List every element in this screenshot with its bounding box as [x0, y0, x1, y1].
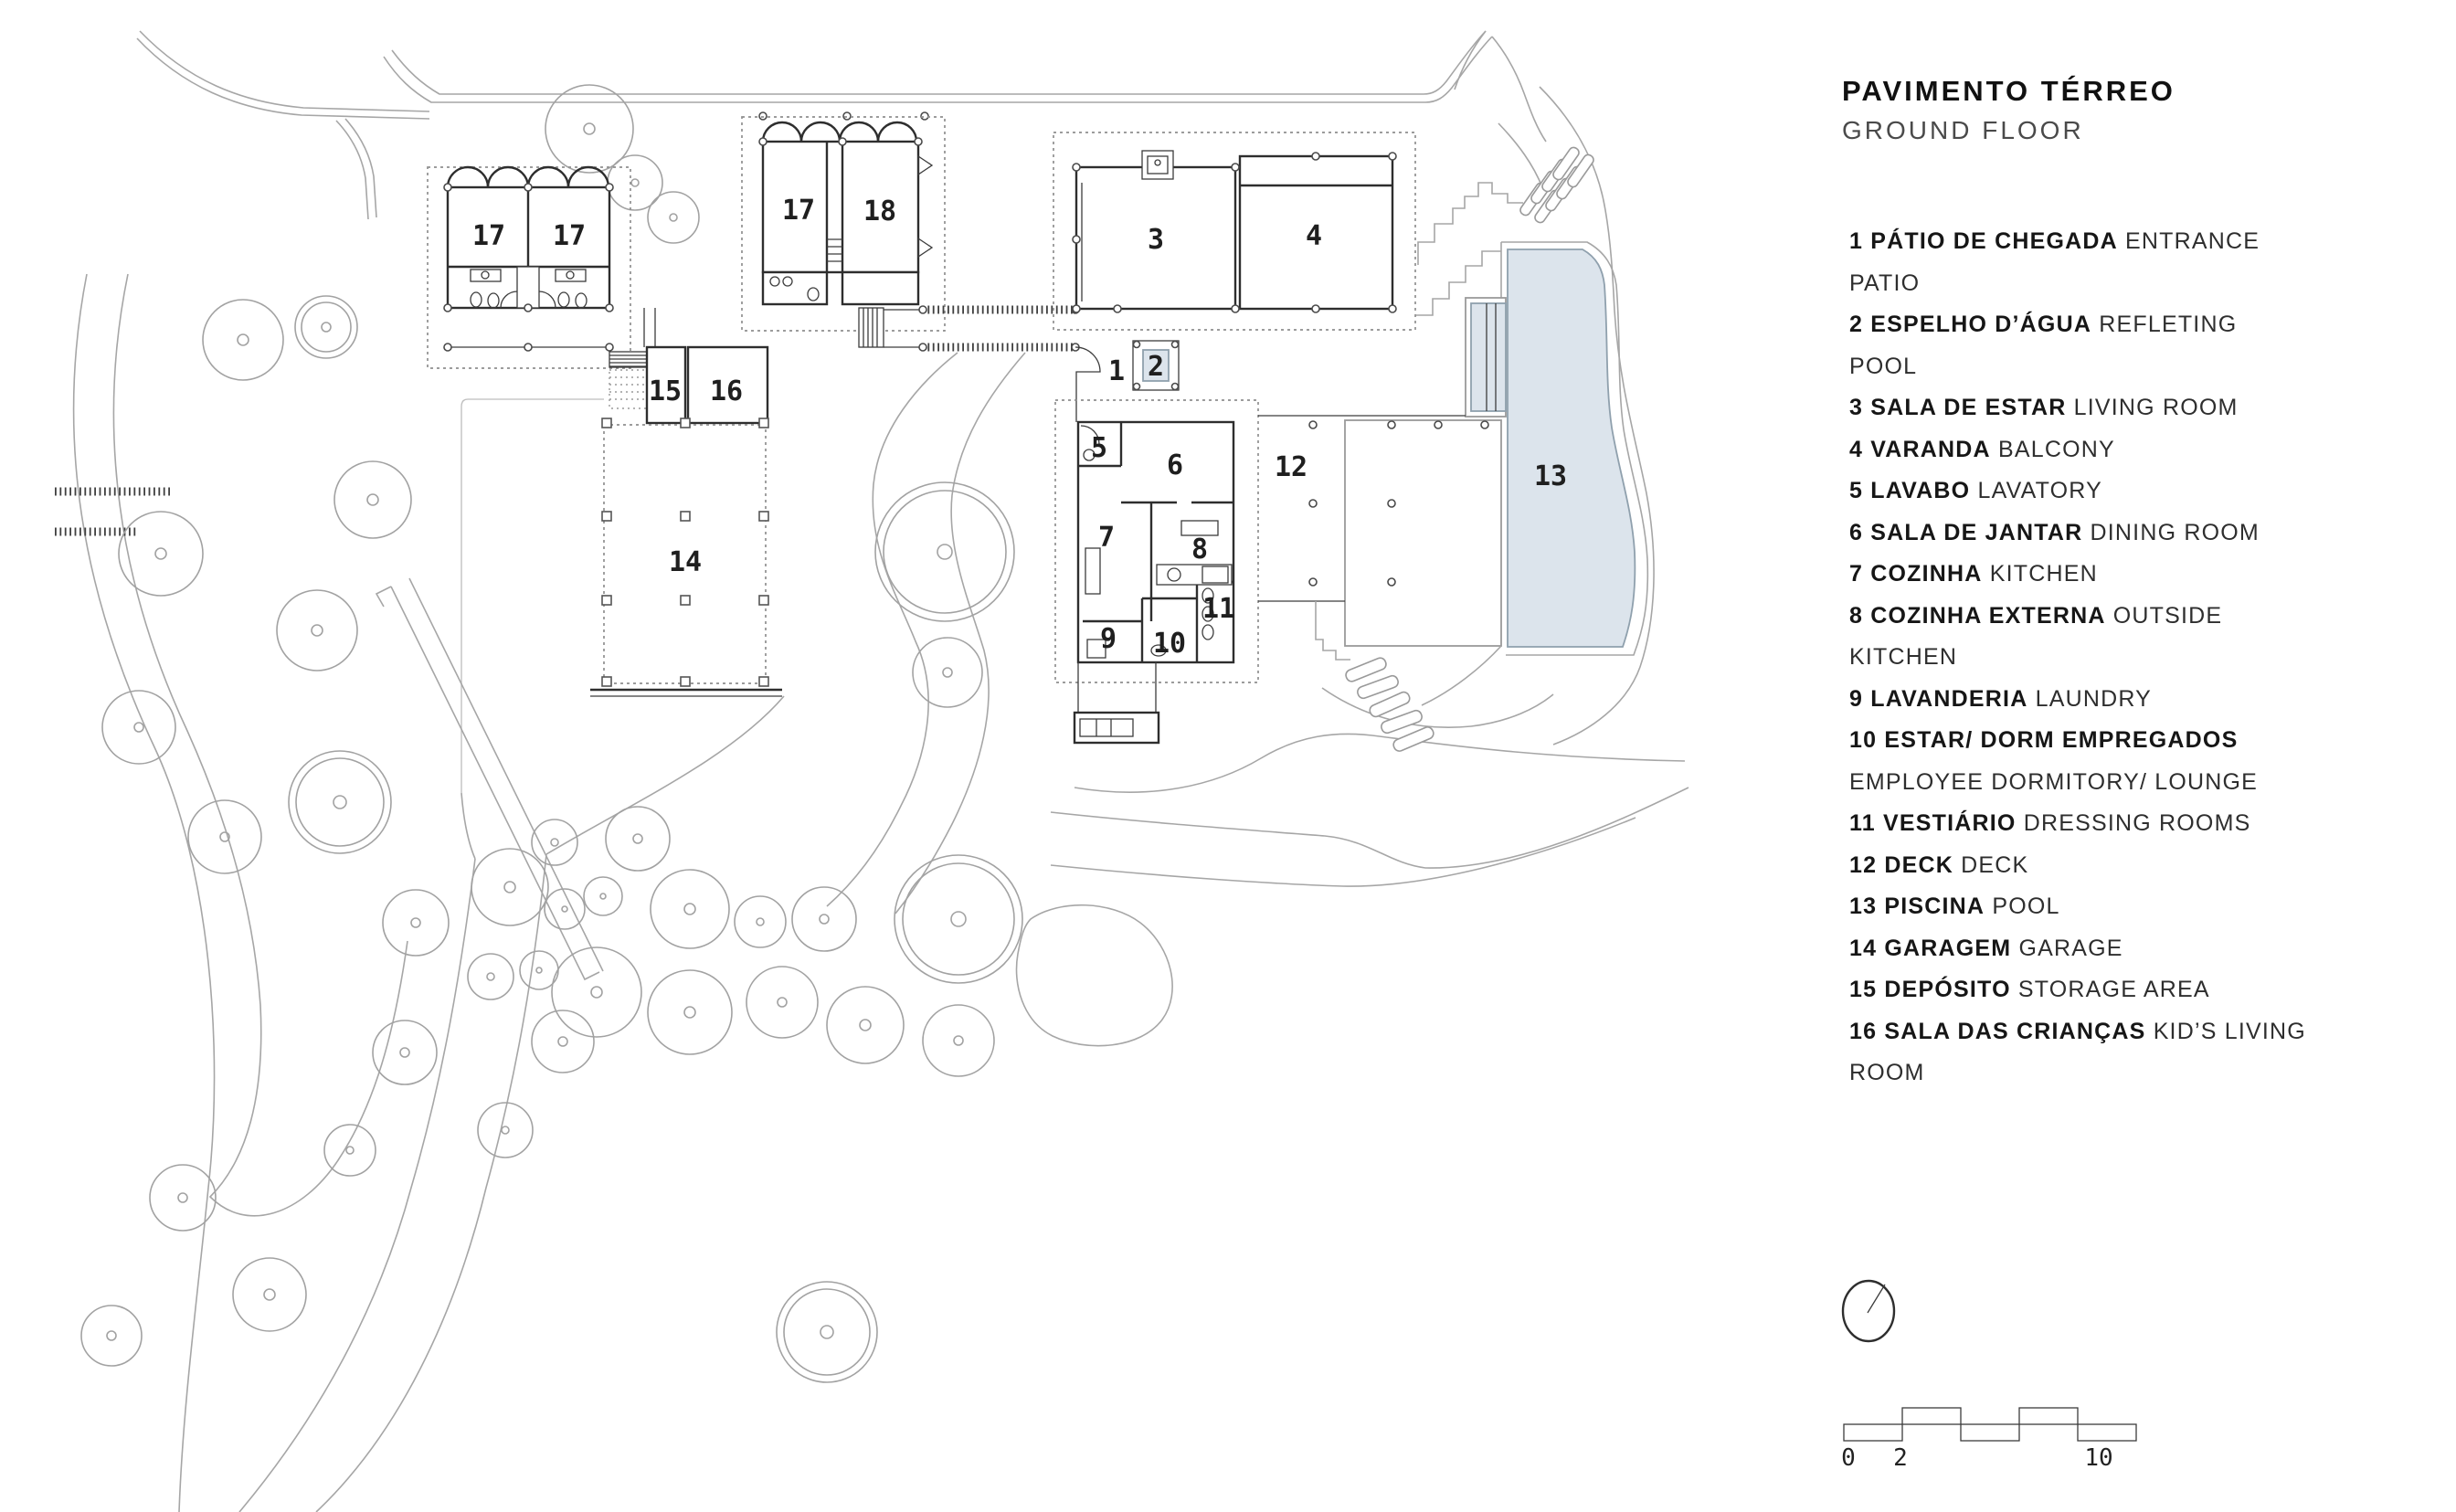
walkway	[884, 306, 1079, 351]
legend-item-3: 3 SALA DE ESTAR LIVING ROOM	[1849, 395, 2239, 420]
legend-item-6: 6 SALA DE JANTAR DINING ROOM	[1849, 519, 2260, 545]
scale-label-10: 10	[2084, 1444, 2113, 1472]
guest-rooms-mid	[742, 117, 945, 347]
room-label-13: 13	[1533, 460, 1568, 492]
main-house	[1055, 400, 1258, 743]
legend-list	[1849, 221, 2311, 1094]
legend-item-14: 14 GARAGEM GARAGE	[1849, 935, 2123, 961]
guest-rooms-west	[428, 167, 630, 368]
living-balcony-block	[1053, 132, 1415, 330]
room-label-4: 4	[1305, 220, 1323, 252]
legend-item-2: 2 ESPELHO D’ÁGUA REFLETING POOL	[1849, 312, 2238, 379]
room-label-14: 14	[668, 546, 703, 578]
legend-panel	[1842, 75, 2354, 1085]
room-label-3: 3	[1147, 224, 1165, 256]
room-label-15: 15	[648, 375, 683, 407]
legend-item-13: 13 PISCINA POOL	[1849, 893, 2060, 919]
pool-water	[1508, 249, 1635, 647]
room-label-11: 11	[1202, 593, 1236, 625]
buildings-layer	[428, 117, 1501, 743]
room-label-12: 12	[1274, 451, 1308, 483]
legend-item-15: 15 DEPÓSITO STORAGE AREA	[1849, 977, 2210, 1002]
room-label-7: 7	[1097, 522, 1116, 554]
room-label-17c: 17	[781, 195, 816, 227]
north-arrow-icon	[1843, 1281, 1894, 1341]
room-label-18: 18	[863, 196, 897, 227]
legend-item-11: 11 VESTIÁRIO DRESSING ROOMS	[1849, 810, 2251, 836]
legend-item-7: 7 COZINHA KITCHEN	[1849, 561, 2098, 587]
room-label-10: 10	[1152, 628, 1187, 660]
room-label-17b: 17	[552, 220, 587, 252]
room-label-17a: 17	[471, 220, 506, 252]
legend-item-8: 8 COZINHA EXTERNA OUTSIDE KITCHEN	[1849, 602, 2223, 670]
room-label-9: 9	[1099, 623, 1117, 655]
scale-bar	[1841, 1408, 2136, 1472]
stair-mid	[859, 308, 884, 347]
page-subtitle: GROUND FLOOR	[1842, 116, 2084, 144]
page-title: PAVIMENTO TÉRREO	[1842, 75, 2175, 107]
room-label-5: 5	[1090, 432, 1108, 464]
legend-item-12: 12 DECK DECK	[1849, 851, 2029, 878]
legend-item-4: 4 VARANDA BALCONY	[1849, 436, 2115, 462]
room-label-1: 1	[1107, 355, 1126, 387]
legend-item-10: 10 ESTAR/ DORM EMPREGADOS EMPLOYEE DORMITORY/ LOUNGE	[1849, 727, 2259, 795]
legend-item-5: 5 LAVABO LAVATORY	[1849, 478, 2102, 503]
room-label-6: 6	[1166, 449, 1184, 481]
room-label-2: 2	[1147, 351, 1165, 383]
legend-item-16: 16 SALA DAS CRIANÇAS KID’S LIVING ROOM	[1849, 1018, 2306, 1085]
scale-label-2: 2	[1893, 1444, 1908, 1472]
legend-item-1: 1 PÁTIO DE CHEGADA ENTRANCE PATIO	[1849, 228, 2260, 296]
legend-item-9: 9 LAVANDERIA LAUNDRY	[1849, 685, 2153, 712]
room-label-16: 16	[709, 375, 744, 407]
room-label-8: 8	[1191, 534, 1209, 566]
scale-label-0: 0	[1841, 1444, 1856, 1472]
